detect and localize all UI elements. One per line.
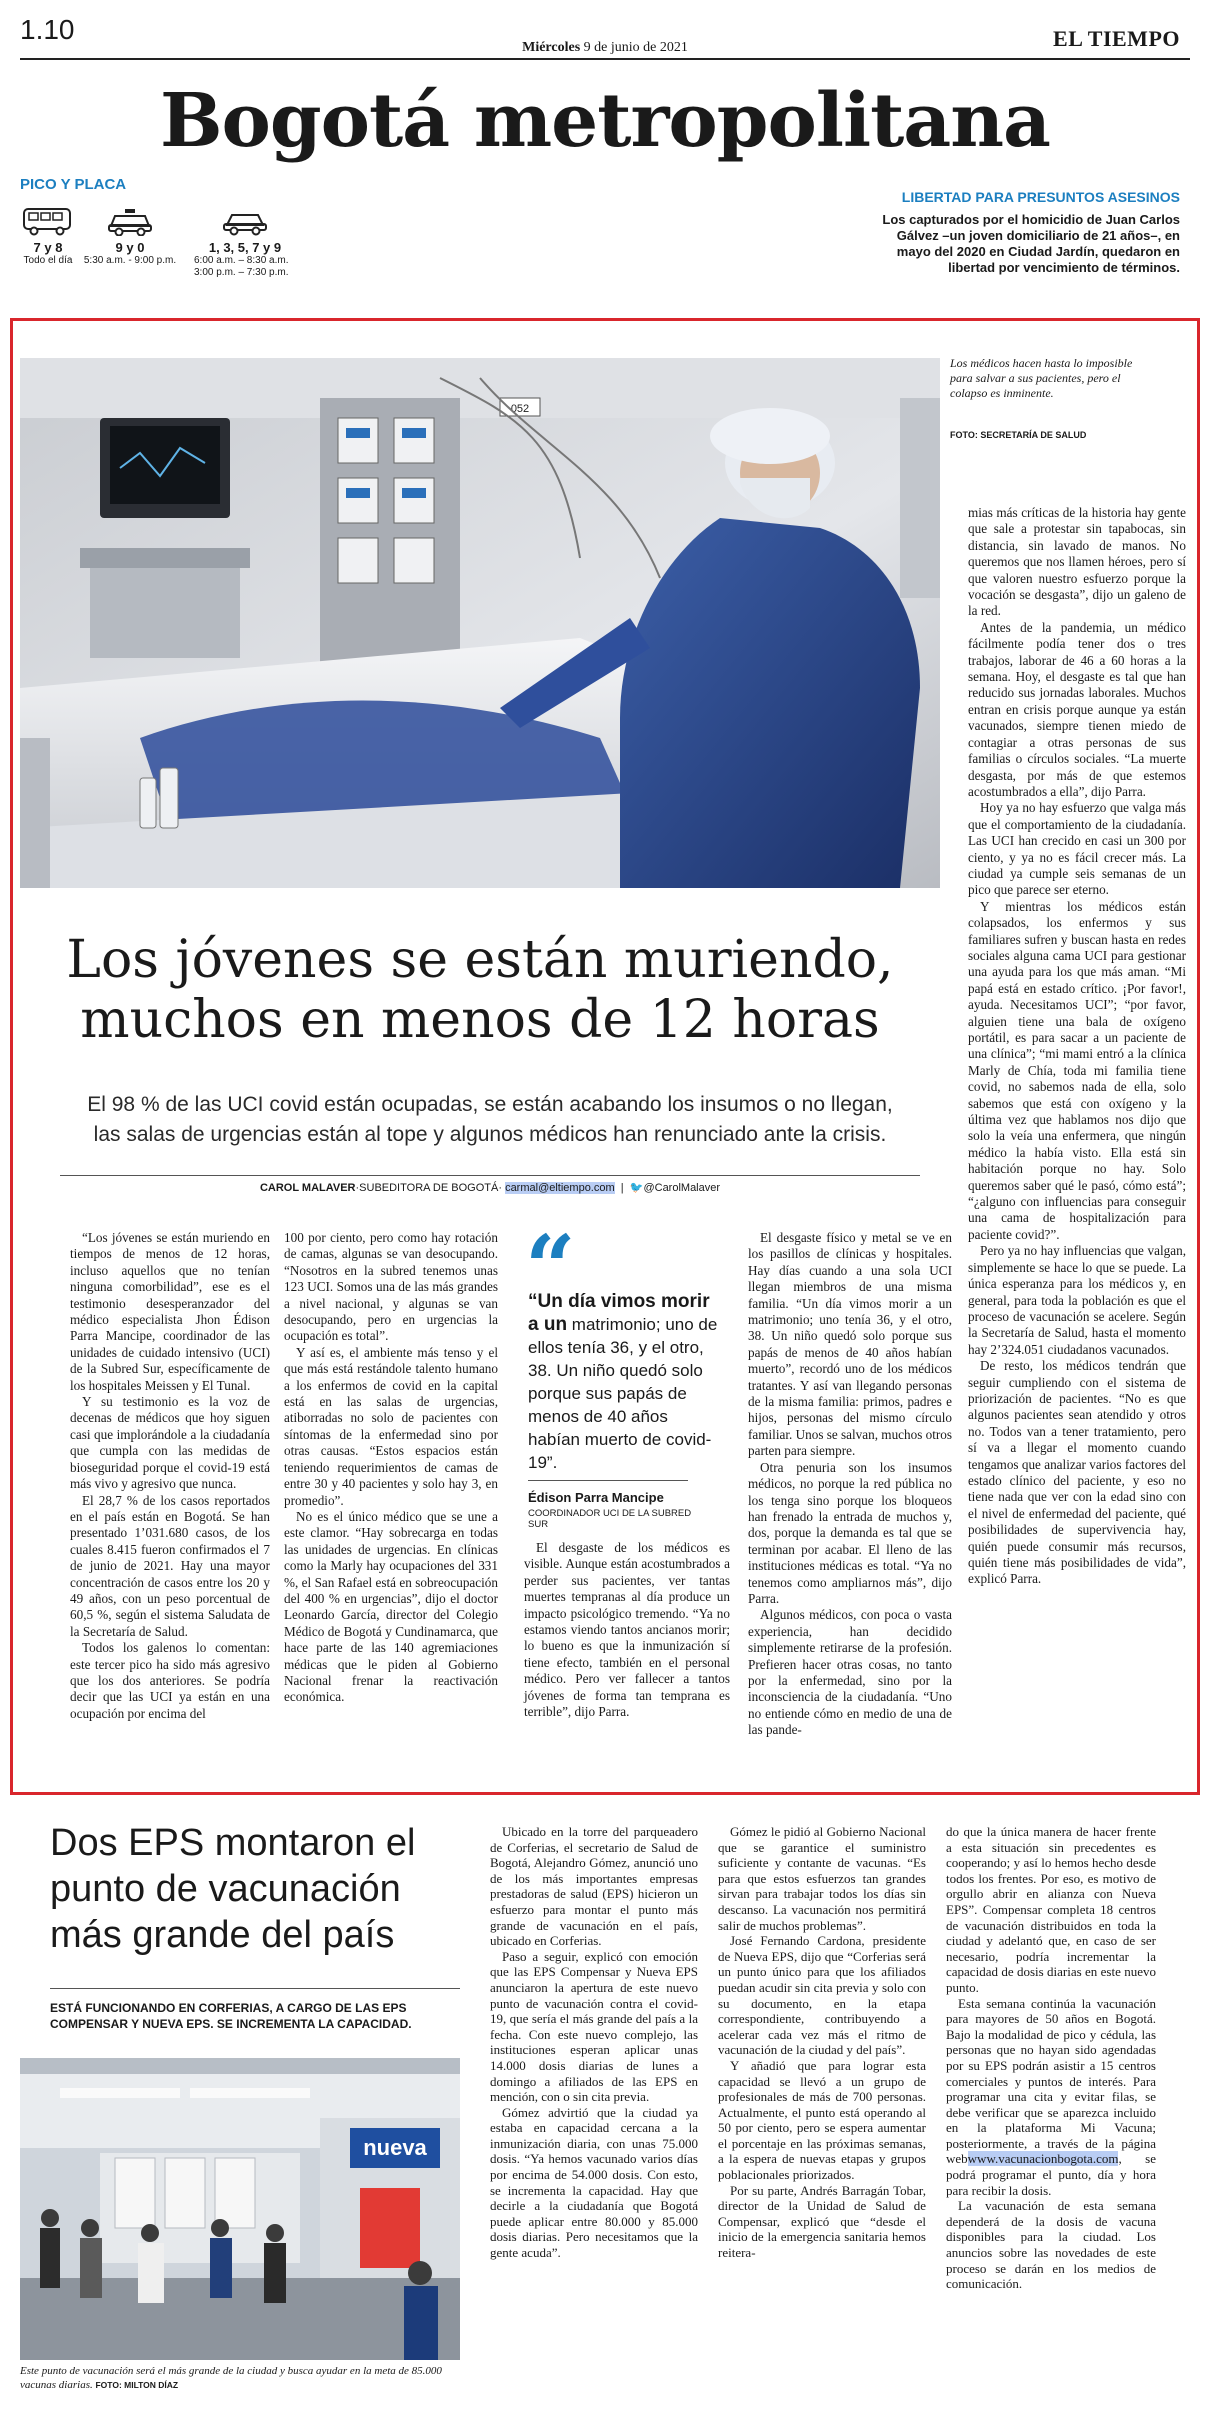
paragraph: El 28,7 % de los casos reportados en el país están en Bogotá. Se han presentado 1’031.680 casos, de los cuales 8.415 fueron confirmados el 7 de junio de 2021. Hay una mayor concentración de casos entre los 20 y 49 años, con un peso porcentual de 60,5 %, según el sistema Saludata de la Secretaría de Salud. (70, 1492, 270, 1639)
page-number: 1.10 (20, 14, 75, 45)
headline-line-2: muchos en menos de 12 horas (80, 990, 880, 1050)
pull-quote-intro: “Un día vimos morir a un (528, 1291, 710, 1335)
vaccination-photo (20, 2058, 460, 2360)
article-column-3 (524, 1540, 730, 1720)
paragraph: Antes de la pandemia, un médico fácilmente podía tener dos o tres trabajos, laborar de 46 a 60 horas a la semana. Hoy, el desgaste es tal que han reducido sus jornadas laborales. Muchos entran en crisis porque aunque ya están vacunados, siempre tienen miedo de contagiar a otras personas de sus familias o círculos sociales. “La muerte desgasta, por más de que estemos acostumbrados a ella”, dijo Parra. (968, 619, 1186, 799)
eps-headline: Dos EPS montaron el punto de vacunación más grande del país (50, 1822, 416, 1956)
paragraph: Otra penuria son los insumos médicos, no porque la red pública no los tenga sino porque los bloqueos han frenado la entrada de muchos y, dos, porque la demanda es tal que se terminan por acabar. El lleno de las instituciones médicas es total. “Ya no tenemos como ampliarnos más”, dijo Parra. (748, 1459, 952, 1606)
pull-quote-name: Édison Parra Mancipe (528, 1490, 664, 1505)
brief-text: Los capturados por el homicidio de Juan Carlos Gálvez –un joven domiciliario de 21 años–, en mayo del 2020 en Ciudad Jardín, quedaron en libertad por vencimiento de términos. (882, 212, 1180, 275)
section-title: Bogotá metropolitana (159, 78, 1050, 164)
paragraph: José Fernando Cardona, presidente de Nueva EPS, dijo que “Corferias será un punto único para que los afiliados puedan acudir sin cita previa y solo con su documento, en la etapa correspondiente, contribuyendo a acelerar cada vez más el ritmo de vacunación de la ciudad y del país”. (718, 1933, 926, 2058)
pull-quote-rest: matrimonio; uno de ellos tenía 36, y el otro, 38. Un niño quedó solo porque sus papás de menos de 40 años habían muerto de covid-19”. (528, 1315, 718, 1472)
pyp-item-car (190, 202, 300, 279)
paragraph-text: , se podrá programar el punto, día y hora para recibir la dosis. (946, 2151, 1156, 2198)
byline-role: ·SUBEDITORA DE BOGOTÁ· (355, 1182, 502, 1194)
paragraph: El desgaste físico y metal se ve en los pasillos de clínicas y hospitales. Hay días cuando a una sola UCI llegan miembros de una misma familia. “Un día vimos morir a un matrimonio; uno tenía 36, y el otro, 38. Un niño quedó solo porque sus papás de menos de 40 años habían muerto”, recordó uno de los médicos tratantes. Y así van llegando personas de la misma familia: primos, padres e hijos, personas del mismo círculo familiar. Unos se salvan, muchos otros parten para siempre. (748, 1230, 953, 1459)
byline: CAROL MALAVER·SUBEDITORA DE BOGOTÁ· carmal@eltiempo.com | 🐦@CarolMalaver (259, 1182, 721, 1194)
paragraph (946, 1824, 1156, 1996)
pyp-digits: 1, 3, 5, 7 y 9 (208, 240, 282, 255)
paragraph: El desgaste de los médicos es visible. Aunque están acostumbrados a perder sus pacientes, ver tantas muertes tempranas al día produce un impacto psicológico tremendo. “Ya no estamos viendo tantos ancianos morir; lo bueno es que la inmunización sí tiene efecto, también en el personal médico. Pero ver fallecer a tantos jóvenes de forma tan temprana es terrible”, dijo Parra. (524, 1540, 730, 1720)
taxi-icon (80, 202, 180, 236)
quote-mark-icon: “ (525, 1215, 576, 1319)
paragraph: Y así es, el ambiente más tenso y el que más está restándole talento humano a los enfermos de covid en la capital está en las salas de urgencias, atiborradas no solo de pacientes con síntomas de la enfermedad sino por otras causas. “Estos espacios están teniendo requerimientos de camas de entre 30 y 40 pacientes y solo hay 3, en promedio”. (284, 1344, 498, 1508)
eps-column-3-a (946, 1824, 1156, 2292)
paragraph: Todos los galenos lo comentan: este tercer pico ha sido más agresivo que los dos anteriores. Se podría decir que las UCI ya están en una ocupación por encima del (70, 1640, 270, 1721)
paragraph: “Los jóvenes se están muriendo en tiempos de menos de 12 horas, incluso aquellos que no tenían ninguna comorbilidad”, ese es el testimonio desesperanzador del médico especialista Jhon Édison Parra Mancipe, coordinador de las unidades de cuidado intensivo (UCI) de la Subred Sur, específicamente de los hospitales Meissen y El Tunal. (70, 1230, 270, 1393)
article-column-2 (284, 1230, 498, 1706)
car-icon (190, 202, 300, 236)
eps-deck: ESTÁ FUNCIONANDO EN CORFERIAS, A CARGO DE LAS EPS COMPENSAR Y NUEVA EPS. SE INCREMENTA LA CAPACIDAD. (50, 2001, 412, 2031)
paragraph (946, 1996, 1156, 2199)
article-column-4 (748, 1230, 952, 1739)
paragraph: Ubicado en la torre del parqueadero de Corferias, el secretario de Salud de Bogotá, Alejandro Gómez, anunció uno de los más importantes empresas prestadoras de salud (EPS) hicieron un esfuerzo para montar el punto más grande de vacunación en el país, ubicado en Corferias. (490, 1824, 698, 1949)
vaccination-site-link[interactable]: www.vacunacionbogota.com (967, 2151, 1119, 2167)
eps-rule (50, 1988, 460, 1989)
headline-line-1: Los jóvenes se están muriendo, (66, 930, 894, 990)
eps-photo-credit: FOTO: MILTON DÍAZ (95, 2380, 179, 2390)
article-column-5 (968, 505, 1186, 1588)
article-column-1 (70, 1230, 270, 1722)
pull-quote-role: COORDINADOR UCI DE LA SUBRED SUR (528, 1508, 692, 1530)
date-text: 9 de junio de 2021 (583, 40, 688, 55)
eps-column-3 (946, 1824, 1156, 2292)
paragraph: No es el único médico que se une a este clamor. “Hay sobrecarga en todas las unidades de urgencias. En clínicas como la Marly hay ocupaciones del 331 %, el San Rafael está en sobreocupación del 400 % en urgencias”, dijo el doctor Leonardo García, director del Colegio Médico de Bogotá y Cundinamarca, que hace parte de las 140 agremiaciones médicas que le piden al Gobierno Nacional frenar la reactivación económica. (284, 1508, 498, 1705)
deck-line-2: las salas de urgencias están al tope y algunos médicos han renunciado ante la crisis. (93, 1123, 887, 1146)
byline-twitter: @CarolMalaver (643, 1182, 721, 1194)
paragraph: Algunos médicos, con poca o vasta experiencia, han decidido simplemente retirarse de la profesión. Prefieren hacer otras cosas, no tanto por la enfermedad, sino por la inconsciencia de la ciudadanía. “Uno no entiende cómo en medio de una de las pande- (748, 1607, 952, 1738)
pico-y-placa-title: PICO Y PLACA (20, 176, 127, 193)
paragraph: Paso a seguir, explicó con emoción que las EPS Compensar y Nueva EPS anunciaron la apertura de este nuevo punto de vacunación contra el covid-19, que sería el más grande del país a la fecha. Con este nuevo complejo, las instituciones esperan aplicar unas 14.000 dosis diarias de lunes a domingo a afiliados de las EPS en mención, con o sin cita previa. (490, 1948, 698, 2105)
pyp-item-taxi (80, 202, 180, 267)
top-rule (20, 58, 1190, 60)
icu-photo (20, 358, 940, 888)
pyp-schedule: 6:00 a.m. – 8:30 a.m. 3:00 p.m. – 7:30 p.m. (194, 255, 289, 278)
booth-sign: nueva (363, 2135, 427, 2160)
paragraph: Hoy ya no hay esfuerzo que valga más que el comportamiento de la ciudadanía. Las UCI han crecido en casi un 300 por ciento, y ya no es fácil crecer más. La ciudad ya cumple seis semanas de un pico que parece ser eterno. (968, 800, 1186, 898)
byline-rule (60, 1175, 920, 1176)
eps-column-2 (718, 1824, 926, 2261)
main-headline (20, 930, 940, 1050)
brand-logo: EL TIEMPO (1053, 26, 1180, 51)
eps-photo-caption (20, 2364, 470, 2392)
paragraph: Y su testimonio es la voz de decenas de médicos que hoy siguen casi que implorándole a la ciudadanía que cumpla con las medidas de bioseguridad porque el covid-19 está más vivo y agresivo que nunca. (70, 1394, 270, 1492)
paragraph: Y mientras los médicos están colapsados, los enfermos y sus familiares sufren y buscan hasta en redes sociales alguna cama UCI para gestionar una ayuda para los que más aman. “Mi papá está en estado crítico. ¡Por favor!, ayuda. Necesitamos UCI”; “por favor, alguien tiene una bala de oxígeno portátil, es para sacar a un paciente de una clínica”; “mi mami entró a la clínica Marly de Chía, toda mi familia tiene covid, no sabemos nada de ella, solo sabemos que está con oxígeno y la última vez que hablamos nos dijo que solo la veía una enfermera, que ningún médico la había visto. Ella está sin habitación porque no hay. Solo queremos saber qué le pasó, cómo está”; “¿alguno con influencias para conseguir una cama de hospitalización para paciente covid?”. (968, 898, 1186, 1242)
monitor-label: 052 (510, 403, 530, 415)
paragraph: La vacunación de esta semana dependerá de la dosis de vacuna disponibles para la ciudad. Los anuncios sobre las novedades de este proceso se darán en los medios de comunicación. (946, 2198, 1156, 2292)
pyp-digits: 9 y 0 (115, 240, 145, 255)
pyp-digits: 7 y 8 (33, 240, 63, 255)
eps-caption-text: Este punto de vacunación será el más grande de la ciudad y busca ayudar en la meta de 85.000 vacunas diarias. (20, 2365, 442, 2391)
issue-date (0, 40, 1210, 56)
paragraph: Y añadió que para lograr esta capacidad se llevó a un grupo de profesionales de más de 700 personas. Actualmente, el punto está operando al 50 por ciento, pero se espera aumentar el porcentaje en las próximas semanas, a la espera de nuevas etapas y grupos poblacionales priorizados. (718, 2057, 926, 2183)
paragraph: Por su parte, Andrés Barragán Tobar, director de la Unidad de Salud de Compensar, explicó que “desde el inicio de la emergencia sanitaria hemos reitera- (718, 2182, 926, 2261)
weekday: Miércoles (522, 40, 581, 55)
byline-author: CAROL MALAVER (259, 1182, 356, 1194)
paragraph: 100 por ciento, pero como hay rotación de camas, algunas se van desocupando. “Nosotros en la subred tenemos unas 123 UCI. Somos una de las más grandes a nivel nacional, y algunas se van desocupando, pero en urgencias la ocupación es total”. (284, 1230, 498, 1344)
pyp-schedule: Todo el día (23, 255, 73, 266)
brief-headline: LIBERTAD PARA PRESUNTOS ASESINOS (901, 189, 1180, 205)
deck-line-1: El 98 % de las UCI covid están ocupadas, se están acabando los insumos o no llegan, (87, 1093, 893, 1116)
paragraph-text: do que la única manera de hacer frente a esta situación sin precedentes es cooperando; y así lo hemos hecho desde todos los frentes. Por eso, es motivo de orgullo abrir en alianza con Nueva EPS”. Compensar completa 18 centros de vacunación distribuidos en toda la ciudad y adelantó que, en caso de ser necesario, podría incrementar la capacidad de dosis diarias en este nuevo punto. (946, 1824, 1156, 1995)
byline-email-link[interactable]: carmal@eltiempo.com (505, 1182, 615, 1194)
main-deck (50, 1090, 930, 1150)
paragraph: De resto, los médicos tendrán que seguir cumpliendo con el sistema de priorización de pacientes. “No es que algunos pacientes sean atendido y otros no. Todos van a tener tratamiento, pero sí va a llegar el momento cuando tengamos que analizar varios factores del estado clínico del paciente, y eso no tiene nada que ver con la edad sino con el nivel de enfermedad del paciente, qué posibilidades de supervivencia hay, quién puede consumir más recursos, quién tiene más posibilidades de vida”, explicó Parra. (968, 1358, 1186, 1587)
paragraph-text: Esta semana continúa la vacunación para mayores de 50 años en Bogotá. Bajo la modalidad de pico y cédula, las personas que no hayan sido agendadas por su EPS podrán asistir a 15 centros comerciales y puntos de interés. Para programar una cita y evitar filas, se debe verificar que se aparezca incluido en la plataforma Mi Vacuna; posteriormente, a través de la página web (946, 1995, 1156, 2167)
pull-quote-rule (528, 1480, 688, 1481)
paragraph: mias más críticas de la historia hay gente que sale a protestar sin tapabocas, sin distancia, sin lavado de manos. No queremos que nos llamen héroes, pero sí que valoren nuestro esfuerzo porque la vocación se desgasta”, dijo un galeno de la red. (968, 505, 1186, 619)
paragraph: Pero ya no hay influencias que valgan, simplemente se hace lo que se puede. La única esperanza para los médicos y, en general, para toda la población es que el proceso de vacunación se acelere. Según la Secretaría de Salud, hasta el momento hay 2’324.051 ciudadanos vacunados. (968, 1243, 1186, 1357)
pyp-schedule: 5:30 a.m. - 9:00 p.m. (83, 255, 177, 266)
twitter-icon: 🐦 (629, 1182, 644, 1194)
photo-caption: Los médicos hacen hasta lo imposible para salvar a sus pacientes, pero el colapso es inminente. (950, 356, 1133, 400)
paragraph: Gómez advirtió que la ciudad ya estaba en capacidad cercana a la inmunización diaria, con unas 75.000 dosis. “Ya hemos vacunado varios días por encima de 54.000 dosis. Con esto, se incrementa la capacidad. Hay que decirle a la ciudadanía que Bogotá puede aplicar entre 80.000 y 85.000 dosis diarias. Pero necesitamos que la gente acuda”. (490, 2104, 698, 2261)
photo-credit: FOTO: SECRETARÍA DE SALUD (950, 430, 1087, 440)
pyp-item-bus (18, 202, 78, 267)
bus-icon (18, 202, 78, 236)
pull-quote (528, 1290, 718, 1474)
eps-column-1 (490, 1824, 698, 2261)
paragraph: Gómez le pidió al Gobierno Nacional que se garantice el suministro suficiente y contante de vacunas. “Es para que estos esfuerzos tan grandes sirvan para trabajar todos los días sin descanso. La vacunación nos permitirá salir de muchos problemas”. (718, 1824, 926, 1933)
